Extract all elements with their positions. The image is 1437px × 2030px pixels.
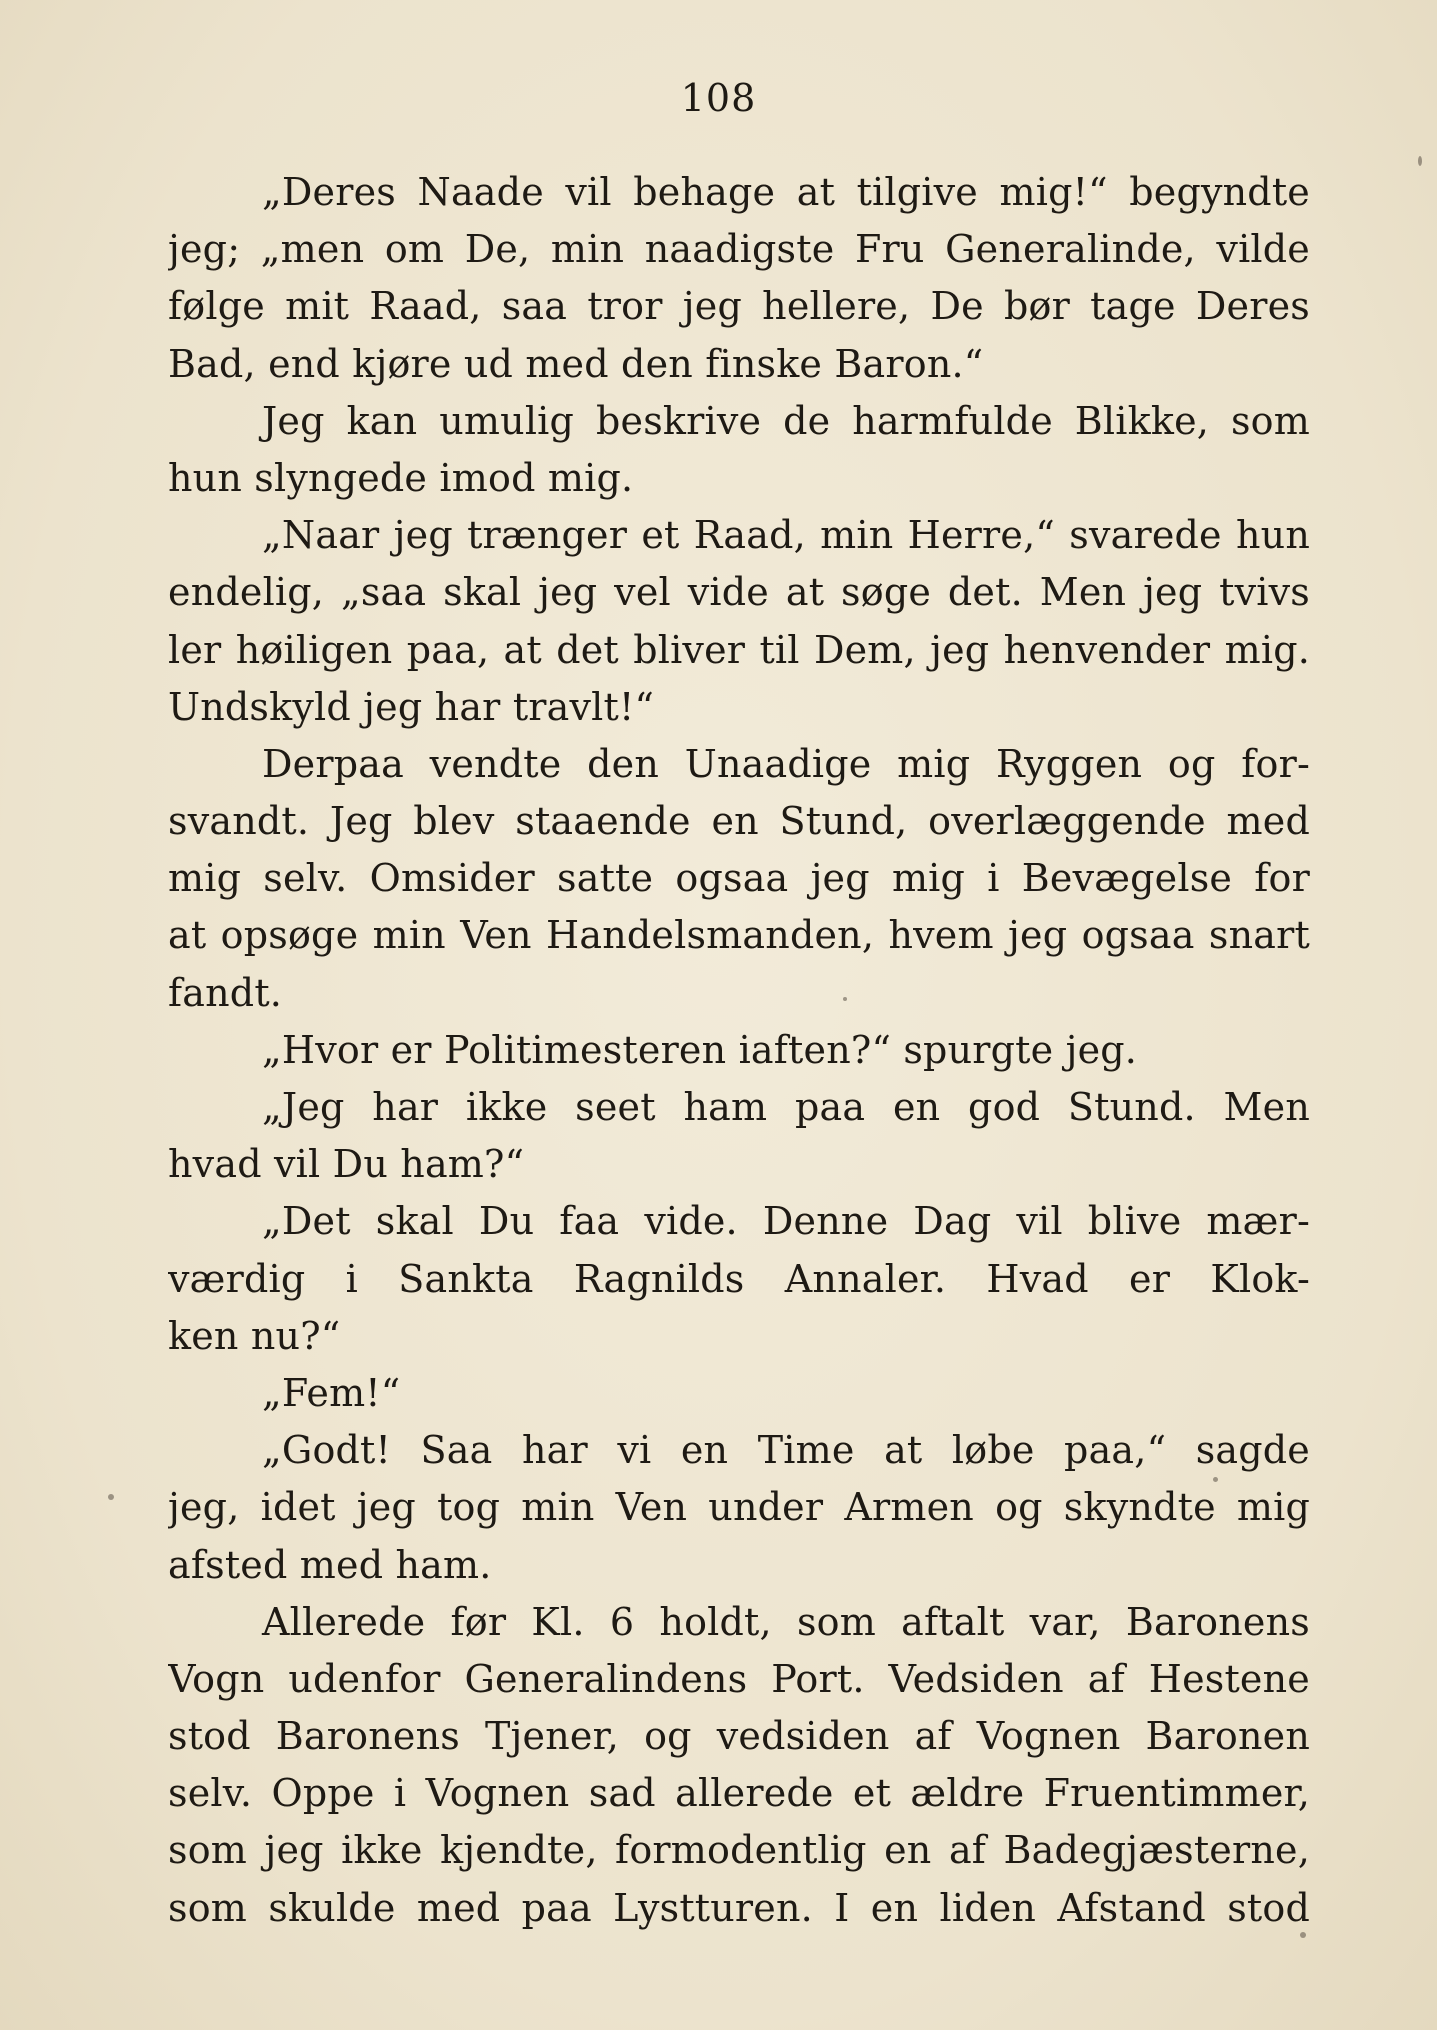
- text-line: hun slyngede imod mig.: [168, 455, 634, 500]
- text-line: Bad, end kjøre ud med den finske Baron.“: [168, 341, 984, 386]
- text-line: svandt. Jeg blev staaende en Stund, overlæggende med: [168, 799, 1310, 844]
- paper-speck: [1418, 156, 1422, 166]
- text-line: ler høiligen paa, at det bliver til Dem, jeg henvender mig.: [168, 627, 1310, 672]
- text-line: „Hvor er Politimesteren iaften?“ spurgte jeg.: [262, 1027, 1138, 1072]
- text-line: mig selv. Omsider satte ogsaa jeg mig i Bevægelse for: [168, 856, 1310, 901]
- text-line: Allerede før Kl. 6 holdt, som aftalt var, Baronens: [262, 1599, 1310, 1644]
- paper-speck: [843, 997, 847, 1001]
- text-line: selv. Oppe i Vognen sad allerede et ældre Fruentimmer,: [168, 1771, 1310, 1816]
- text-line: at opsøge min Ven Handelsmanden, hvem jeg ogsaa snart: [168, 913, 1310, 958]
- text-line: Jeg kan umulig beskrive de harmfulde Blikke, som: [262, 398, 1310, 443]
- text-line: „Det skal Du faa vide. Denne Dag vil blive mær-: [262, 1199, 1310, 1244]
- text-line: Vogn udenfor Generalindens Port. Vedsiden af Hestene: [168, 1656, 1310, 1701]
- text-line: „Godt! Saa har vi en Time at løbe paa,“ sagde: [262, 1428, 1310, 1473]
- paper-speck: [1213, 1477, 1218, 1482]
- text-line: jeg; „men om De, min naadigste Fru Generalinde, vilde: [168, 227, 1310, 272]
- text-line: „Jeg har ikke seet ham paa en god Stund. Men: [262, 1085, 1310, 1129]
- text-line: endelig, „saa skal jeg vel vide at søge det. Men jeg tvivs: [168, 570, 1310, 615]
- text-line: „Fem!“: [262, 1370, 401, 1415]
- text-line: stod Baronens Tjener, og vedsiden af Vognen Baronen: [168, 1714, 1310, 1759]
- text-line: afsted med ham.: [168, 1542, 492, 1587]
- text-line: hvad vil Du ham?“: [168, 1142, 525, 1187]
- text-line: som skulde med paa Lystturen. I en liden Afstand stod: [168, 1885, 1310, 1930]
- text-line: værdig i Sankta Ragnilds Annaler. Hvad er Klok-: [168, 1256, 1310, 1301]
- text-line: Derpaa vendte den Unaadige mig Ryggen og for-: [262, 741, 1310, 786]
- text-line: fandt.: [168, 970, 283, 1015]
- text-line: jeg, idet jeg tog min Ven under Armen og skyndte mig: [168, 1485, 1310, 1530]
- paper-speck: [108, 1494, 114, 1500]
- body-text: [168, 164, 1310, 1937]
- text-line: „Naar jeg trænger et Raad, min Herre,“ svarede hun: [262, 513, 1310, 558]
- paper-speck: [1300, 1932, 1306, 1938]
- text-line: „Deres Naade vil behage at tilgive mig!“ begyndte: [262, 170, 1310, 214]
- text-line: følge mit Raad, saa tror jeg hellere, De bør tage Deres: [168, 284, 1310, 329]
- text-line: Undskyld jeg har travlt!“: [168, 684, 655, 729]
- page-number: 108: [680, 76, 757, 120]
- text-line: ken nu?“: [168, 1313, 341, 1358]
- text-line: som jeg ikke kjendte, formodentlig en af Badegjæsterne,: [168, 1828, 1310, 1873]
